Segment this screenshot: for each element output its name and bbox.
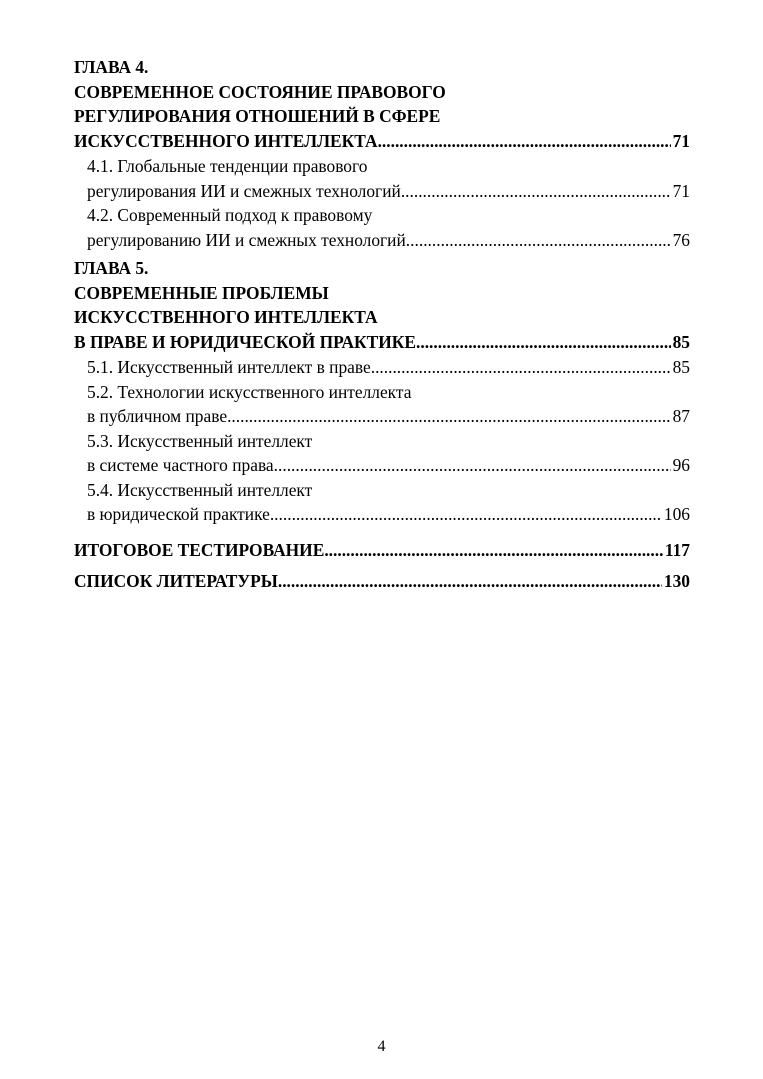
footer-page-number: 4 [377, 1038, 386, 1055]
entry-title: СПИСОК ЛИТЕРАТУРЫ [74, 571, 278, 591]
table-of-contents [74, 55, 690, 594]
chapter-heading: ГЛАВА 4. [74, 57, 149, 77]
page-number: 130 [663, 571, 690, 591]
toc-section-4-1[interactable] [74, 154, 690, 203]
dot-leader [378, 129, 671, 154]
section-entry [87, 355, 690, 380]
dot-leader [227, 404, 671, 429]
page-number: 117 [664, 539, 690, 560]
dot-leader [401, 179, 671, 204]
page-number: 96 [672, 455, 690, 475]
dot-leader [371, 355, 671, 380]
page-number: 71 [672, 180, 690, 201]
toc-bibliography[interactable] [74, 569, 690, 594]
dot-leader [274, 453, 671, 478]
section-title-line: в системе частного права [87, 455, 274, 475]
page-number: 106 [663, 504, 690, 524]
toc-section-5-2[interactable] [74, 380, 690, 429]
dot-leader [324, 538, 663, 563]
chapter-title-line: РЕГУЛИРОВАНИЯ ОТНОШЕНИЙ В СФЕРЕ [74, 106, 441, 126]
chapter-title-line: СОВРЕМЕННЫЕ ПРОБЛЕМЫ [74, 282, 329, 303]
section-entry [87, 502, 690, 527]
section-title-line: в юридической практике [87, 504, 270, 524]
toc-section-4-2[interactable] [74, 203, 690, 252]
dot-leader [278, 569, 662, 594]
dot-leader [406, 228, 671, 253]
section-title-line: 4.2. Современный подход к правовому [87, 205, 373, 225]
chapter-title-line: СОВРЕМЕННОЕ СОСТОЯНИЕ ПРАВОВОГО [74, 81, 446, 102]
chapter-title-line: ИСКУССТВЕННОГО ИНТЕЛЛЕКТА [74, 307, 378, 327]
section-entry [87, 453, 690, 478]
page-number: 71 [672, 130, 690, 151]
section-title-line: 5.1. Искусственный интеллект в праве [87, 357, 371, 377]
page-number: 85 [672, 331, 690, 352]
section-title-line: в публичном праве [87, 406, 228, 426]
chapter-title-entry [74, 129, 690, 154]
page-number: 76 [672, 229, 690, 250]
toc-section-5-3[interactable] [74, 429, 690, 478]
page-number: 85 [672, 357, 690, 377]
section-title-line: 5.3. Искусственный интеллект [87, 430, 313, 451]
section-entry [87, 179, 690, 204]
chapter-heading: ГЛАВА 5. [74, 258, 149, 278]
toc-chapter-5[interactable] [74, 256, 690, 354]
chapter-title-line: В ПРАВЕ И ЮРИДИЧЕСКОЙ ПРАКТИКЕ [74, 331, 417, 352]
section-entry [87, 404, 690, 429]
section-title-line: 5.4. Искусственный интеллект [87, 479, 313, 500]
toc-section-5-4[interactable] [74, 478, 690, 527]
chapter-5-sections [74, 355, 690, 527]
section-title-line: 4.1. Глобальные тенденции правового [87, 156, 368, 176]
page-number: 87 [672, 406, 690, 426]
dot-leader [416, 330, 671, 355]
chapter-title-line: ИСКУССТВЕННОГО ИНТЕЛЛЕКТА [74, 130, 378, 151]
toc-final-testing[interactable] [74, 538, 690, 563]
chapter-title-entry [74, 330, 690, 355]
section-title-line: 5.2. Технологии искусственного интеллекта [87, 381, 412, 402]
chapter-4-sections [74, 154, 690, 252]
section-title-line: регулирования ИИ и смежных технологий [87, 180, 401, 201]
dot-leader [270, 502, 662, 527]
toc-chapter-4[interactable] [74, 55, 690, 153]
entry-title: ИТОГОВОЕ ТЕСТИРОВАНИЕ [74, 539, 325, 560]
toc-section-5-1[interactable] [74, 355, 690, 380]
section-title-line: регулированию ИИ и смежных технологий [87, 229, 406, 250]
section-entry [87, 228, 690, 253]
